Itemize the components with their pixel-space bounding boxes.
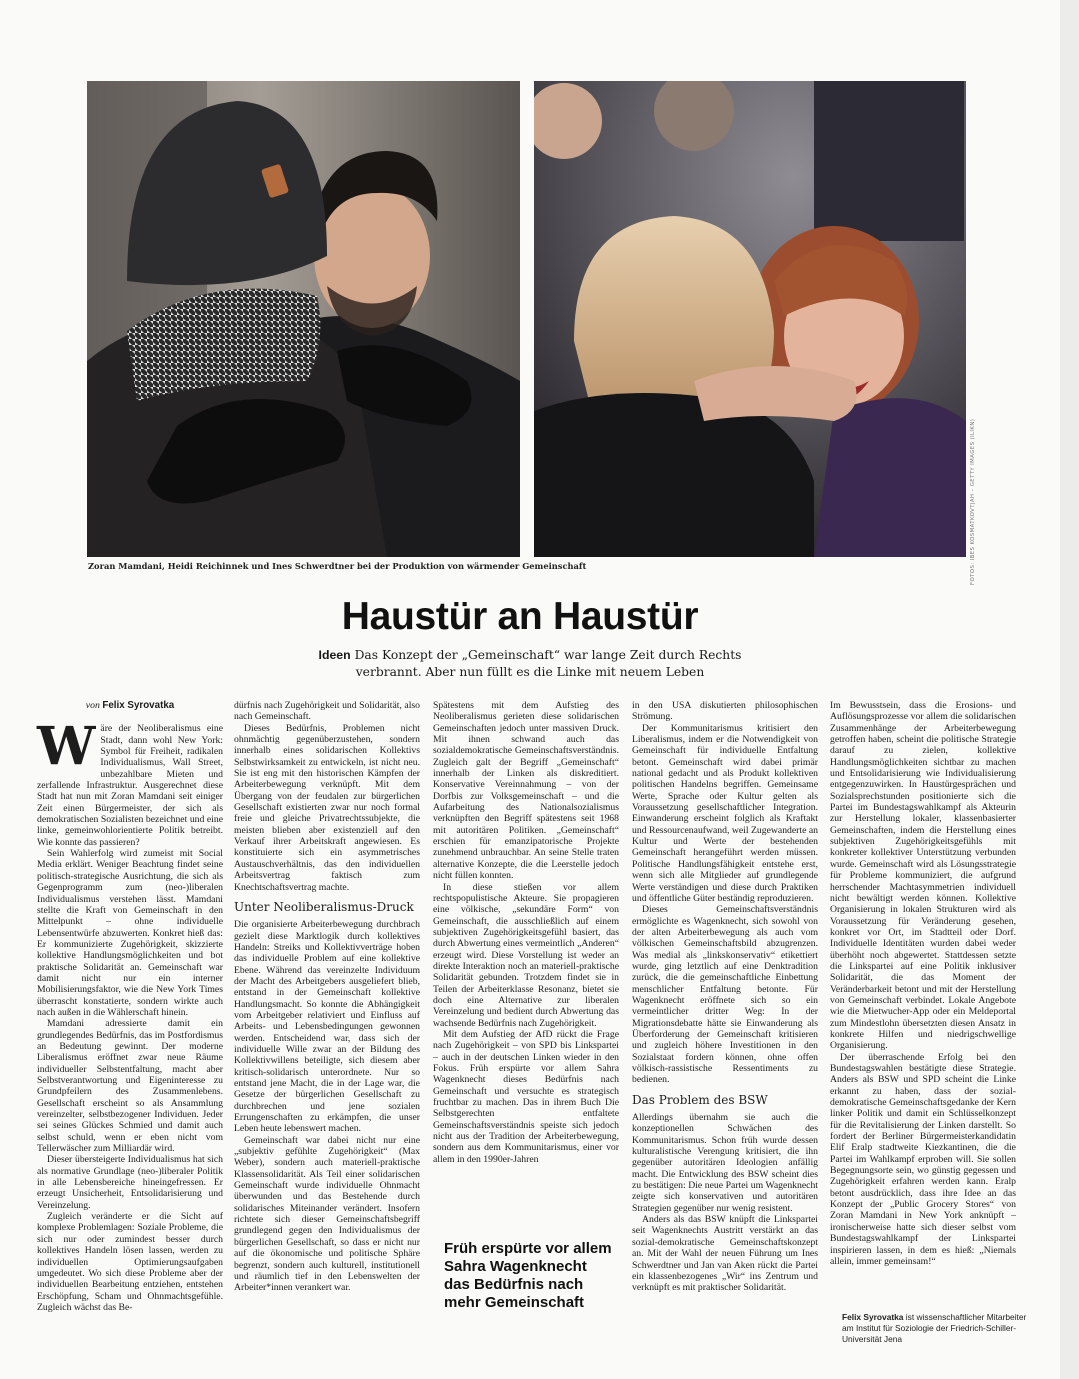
deck [300,647,760,681]
deck-text: Das Konzept der „Gemeinschaft“ war lange Zeit durch Rechts verbrannt. Aber nun füllt es die Linke mit neuem Leben [354,648,742,679]
subhead-bsw: Das Problem des BSW [632,1092,768,1107]
paragraph: in den USA diskutierten philosophischen Strömung. [632,700,818,723]
column-2 [234,700,420,1294]
paragraph: Anders als das BSW knüpft die Linkspartei seit Wagenknechts Austritt verstärkt an das sozial-demokratische Gemeinschaftskonzept an. Mit der Wahl der neuen Führung um Ines Schwerdtner und Jan van Aken rückt die Partei ein klassenbezogenes „Wir“ ins Zentrum und verknüpft es mit praktischer Solidarität. [632,1214,818,1294]
paragraph: Sein Wahlerfolg wird zumeist mit Social Media erklärt. Weniger Beachtung findet seine politisch-strategische Ausrichtung, die sich als Gegenprogramm zum (neo-)liberalen Individualismus verstehen lässt. Mamdani stellte die Kraft von Gemeinschaft in den Mittelpunkt – ohne individuelle Lebensentwürfe abzuwerten. Konkret hieß das: Er kommunizierte Zugehörigkeit, skizzierte kollektive Handlungsmöglichkeiten und bot praktische Solidarität an. Gemeinschaft war damit nicht nur ein interner Mobilisierungsfaktor, wie die New York Times überrascht konstatierte, sondern wirkte auch nach außen in die Wählerschaft hinein. [37,848,223,1018]
column-1 [37,700,223,1313]
column-3 [433,700,619,1165]
page-fold [1060,0,1079,1379]
photo-right [534,81,966,557]
photo-caption: Zoran Mamdani, Heidi Reichinnek und Ines Schwerdtner bei der Produktion von wärmender Gemeinschaft [88,561,587,571]
dropcap: W [37,716,96,778]
paragraph: Im Bewusstsein, dass die Erosions- und Auflösungsprozesse vor allem die solidarischen Zusammenhänge der Arbeiterbewegung getroffen haben, scheint die politische Strategie darauf zu zielen, kollektive Handlungsmöglichkeiten sichtbar zu machen und Entsolidarisierung wie Individualisierung entgegenzuwirken. In Haustürgesprächen und Sozialsprechstunden positionierte sich die Partei im Bundestagswahlkampf als Akteurin zur Herstellung lokaler, klassenbasierter Gemeinschaften, indem die Herstellung eines subjektiven Zugehörigkeitsgefühls mit konkreter kollektiver Unterstützung verbunden wurde. Gemeinschaft wird als Lösungsstrategie für Probleme kommuniziert, die aufgrund herrschender Machtasymmetrien individuell nicht bewältigt werden können. Kollektive Organisierung in lokalen Strukturen wird als Voraussetzung für Veränderung gesehen, konkret vor Ort, im Stadtteil oder Dorf. Individuelle Identitäten wurden dabei weder überhöht noch abgewertet. Stattdessen setzte die Linkspartei auf eine Politik inklusiver Solidarität, die das Moment der Veränderbarkeit betont und mit der Herstellung von Gemeinschaft verbindet. Lokale Angebote wie die Mietwucher-App oder ein Meldeportal zum Mindestlohn übersetzten diesen Ansatz in konkrete Hilfen und niedrigschwellige Organisierung. [830,700,1016,1052]
paragraph: Der überraschende Erfolg bei den Bundestagswahlen bestätigte diese Strategie. Anders als BSW und SPD scheint die Linke erkannt zu haben, dass der sozial-demokratische Gemeinschaftsgedanke der Kern linker Politik und damit ein Schlüsselkonzept für die Revitalisierung der Linken darstellt. So fordert der Berliner Bürgermeisterkandidatin Elif Eralp stadtweite Kiezkantinen, die die Partei im Wahlkampf erproben will. Sie sollen Begegnungsorte sein, wo günstig gegessen und Zugehörigkeit erfahren werden kann. Eralp betont ausdrücklich, dass ihre Idee an das Konzept der „Public Grocery Stores“ von Zoran Mamdani in New York anknüpft – ironischerweise hatte sich dieser selbst vom Bundestagswahlkampf der Linkspartei inspirieren lassen, in dem es hieß: „Niemals allein, immer gemeinsam!“ [830,1051,1016,1267]
paragraph: Allerdings übernahm sie auch die konzeptionellen Schwächen des Kommunitarismus. Schon früh wurde dessen kulturalistische Verengung kritisiert, die ihn gegenüber autoritären Ideologien anfällig macht. Die Entwicklung des BSW scheint dies zu bestätigen: Die neue Partei um Wagenknecht zeigte sich konservativen und autoritären Strategien gegenüber nur wenig resistent. [632,1112,818,1214]
author-bio [842,1312,1032,1345]
paragraph: Die organisierte Arbeiterbewegung durchbrach gezielt diese Marktlogik durch kollektives Handeln: Streiks und Kollektivverträge hoben das individuelle Problem auf eine kollektive Ebene. Während das vereinzelte Individuum der Macht des Arbeitgebers ausgeliefert blieb, entstand in der Gemeinschaft kollektive Handlungsmacht. So konnte die Abhängigkeit vom Arbeitgeber relativiert und Einfluss auf Arbeits- und Lebensbedingungen gewonnen werden. Entscheidend war, dass sich der individuelle Wille zwar an der Bildung des Kollektivwillens beteiligte, sich diesem aber kritisch-solidarisch unterordnete. Nur so entstand jene Macht, die in der Lage war, die Gesetze der bürgerlichen Gesellschaft zu durchbrechen und jene sozialen Errungenschaften zu erkämpfen, die unser Leben heute lebenswert machen. [234,919,420,1135]
paragraph: dürfnis nach Zugehörigkeit und Solidarität, also nach Gemeinschaft. [234,700,420,723]
paragraph: Mit dem Aufstieg der AfD rückt die Frage nach Zugehörigkeit – von SPD bis Linkspartei – auch in der deutschen Linken wieder in den Fokus. Früh erspürte vor allem Sahra Wagenknecht dieses Bedürfnis nach Gemeinschaft und versuchte es strategisch fruchtbar zu machen. Das in ihrem Buch Die Selbstgerechten entfaltete Gemeinschaftsverständnis speiste sich jedoch nicht aus der Tradition der Arbeiterbewegung, sondern aus dem Kommunitarismus, einer vor allem in den 1990er-Jahren [433,1028,619,1165]
paragraph: Dieses Bedürfnis, Problemen nicht ohnmächtig gegenüberzustehen, sondern innerhalb eines solidarischen Kollektivs Selbstwirksamkeit zu entwickeln, ist nicht neu. Sie ist eng mit den historischen Kämpfen der Arbeiterbewegung verknüpft. Mit dem Übergang von der feudalen zur bürgerlichen Gesellschaft existierten zwar nur noch formal freie und gleiche Privatrechtssubjekte, die meisten blieben aber existenziell auf den Verkauf ihrer Arbeitskraft angewiesen. Es konstituierte sich ein asymmetrisches Austauschverhältnis, das den individuellen Arbeitsvertrag faktisch zum Knechtschaftsvertrag machte. [234,722,420,893]
paragraph [37,716,223,848]
paragraph: Dieser übersteigerte Individualismus hat sich als normative Grundlage (neo-)liberaler Politik in alle Lebensbereiche hineingefressen. Er erzeugt Unsicherheit, Entsolidarisierung und Vereinzelung. [37,1154,223,1211]
byline-von: von [85,700,100,711]
paragraph: Gemeinschaft war dabei nicht nur eine „subjektiv gefühlte Zugehörigkeit“ (Max Weber), sondern auch materiell-praktische Klassensolidarität. Als Teil einer solidarischen Gemeinschaft wurde individuelle Ohnmacht überwunden und das Bestehende durch solidarisches Miteinander verändert. Insofern richtete sich dieser Gemeinschaftsbegriff grundlegend gegen den Individualismus der bürgerlichen Gesellschaft, so dass er nicht nur auf die ökonomische und politische Sphäre begrenzt, sondern auch kulturell, institutionell und räumlich tief in den Lebenswelten der Arbeiter*innen verankert war. [234,1134,420,1294]
byline [37,700,223,711]
paragraph-text: äre der Neoliberalismus eine Stadt, dann wohl New York: Symbol für Freiheit, radikalen Individualismus, Wall Street, unbezahlbare Mieten und zerfallende Infrastruktur. Ausgerechnet diese Stadt hat nun mit Zoran Mamdani seit einiger Zeit einen Bürgermeister, der sich als demokratischen Sozialisten bezeichnet und eine linke, gemeinwohlorientierte Politik betreibt. Wie konnte das passieren? [37,723,223,848]
paragraph: Mamdani adressierte damit ein grundlegendes Bedürfnis, das im Postfordismus an Bedeutung gewinnt. Der moderne Liberalismus eröffnet zwar neue Räume individueller Selbstentfaltung, macht aber Selbstverantwortung und Eigeninteresse zu Grundpfeilern des Zusammenlebens. Gesellschaft erscheint so als Ansammlung vereinzelter, selbstbezogener Individuen. Jeder sei seines Glückes Schmied und damit auch selbst schuld, wenn er eben nicht vom Tellerwäscher zum Milliardär wird. [37,1018,223,1155]
column-4 [632,700,818,1294]
hug-photo-left-icon [87,81,520,557]
paragraph: Dieses Gemeinschaftsverständnis ermöglichte es Wagenknecht, sich sowohl von der alten Arbeiterbewegung als auch vom völkischen Gemeinschaftsbild abzugrenzen. Was medial als „linkskonservativ“ etikettiert wurde, ging letztlich auf eine Denktradition zurück, die die gemeinschaftliche Einbettung menschlicher Entfaltung betonte. Für Wagenknecht eröffnete sich so ein vermeintlicher dritter Weg: In der Migrationsdebatte hätte sie Einwanderung als Überforderung der Gemeinschaft kritisieren und zugleich höhere Investitionen in den Sozialstaat fordern können, ohne offen völkisch-rassistische Ressentiments zu bedienen. [632,904,818,1086]
paragraph: Spätestens mit dem Aufstieg des Neoliberalismus gerieten diese solidarischen Gemeinschaften jedoch unter massiven Druck. Mit ihnen schwand auch das sozialdemokratische Gemeinschaftsverständnis. Zugleich galt der Begriff „Gemeinschaft“ innerhalb der Linken als diskreditiert. Konservative Vereinnahmung – von der Dorfbis zur Volksgemeinschaft – und die Aufarbeitung des Nationalsozialismus verknüpften den Begriff spätestens seit 1968 mit autoritären Politiken. „Gemeinschaft“ erschien für emanzipatorische Projekte zunehmend unbrauchbar. An seine Stelle traten alternative Konzepte, die die Leerstelle jedoch nicht füllen konnten. [433,700,619,882]
paragraph: In diese stießen vor allem rechtspopulistische Akteure. Sie propagieren eine völkische, „sekundäre Form“ von Gemeinschaft, die ausschließlich auf einem subjektiven Zugehörigkeitsgefühl basiert, das durch Abwertung eines vermeintlich „Anderen“ erzeugt wird. Diese Vorstellung ist weder an direkte Interaktion noch an materiell-praktische Solidarität gebunden. Trotzdem findet sie in Teilen der Arbeiterklasse Resonanz, bietet sie doch eine Alternative zur liberalen Vereinzelung und bedient durch Abwertung das wachsende Bedürfnis nach Zugehörigkeit. [433,881,619,1029]
photo-left [87,81,520,557]
paragraph: Zugleich veränderte er die Sicht auf komplexe Problemlagen: Soziale Probleme, die sich nur oder zumindest besser durch kollektives Handeln lösen lassen, werden zu individuellen Optimierungsaufgaben umgedeutet. Wo sich diese Probleme aber der individuellen Bearbeitung entziehen, entstehen Erschöpfung, Scham und Ohnmachtsgefühle. Zugleich wächst das Be- [37,1211,223,1313]
column-5 [830,700,1016,1267]
pullquote: Früh erspürte vor allem Sahra Wagenknecht das Bedürfnis nach mehr Gemeinschaft [444,1240,612,1311]
subhead-neoliberalismus: Unter Neoliberalismus-Druck [234,899,414,914]
bio-text: ist wissenschaftlicher Mitarbeiter am Institut für Soziologie der Friedrich-Schiller-Universität Jena [842,1312,1027,1344]
bio-name: Felix Syrovatka [842,1312,904,1322]
paragraph: Der Kommunitarismus kritisiert den Liberalismus, indem er die Notwendigkeit von Gemeinschaft für individuelle Entfaltung betont. Gemeinschaft wird dabei primär national gedacht und als Produkt kollektiven politischen Handelns begriffen. Gemeinsame Werte, Sprache oder Kultur gelten als Voraussetzung gesellschaftlicher Integration. Einwanderung erscheint folglich als Kraftakt und Ressourcenaufwand, weil Zugewanderte an Kultur und Werte der bestehenden Gemeinschaft herangeführt werden müssen. Politische Handlungsfähigkeit entstehe erst, wenn sich alle Mitglieder auf grundlegende Werte verständigen und diese durch Praktiken und öffentliche Güter beständig reproduzieren. [632,722,818,904]
hug-photo-right-icon [534,81,966,557]
photo-credit: FOTOS: IBES KOSMATKOVTJAH – GETTY IMAGES (ILIKN) [970,418,976,585]
byline-author: Felix Syrovatka [102,700,175,711]
deck-kicker: Ideen [318,648,351,662]
headline: Haustür an Haustür [341,595,699,638]
